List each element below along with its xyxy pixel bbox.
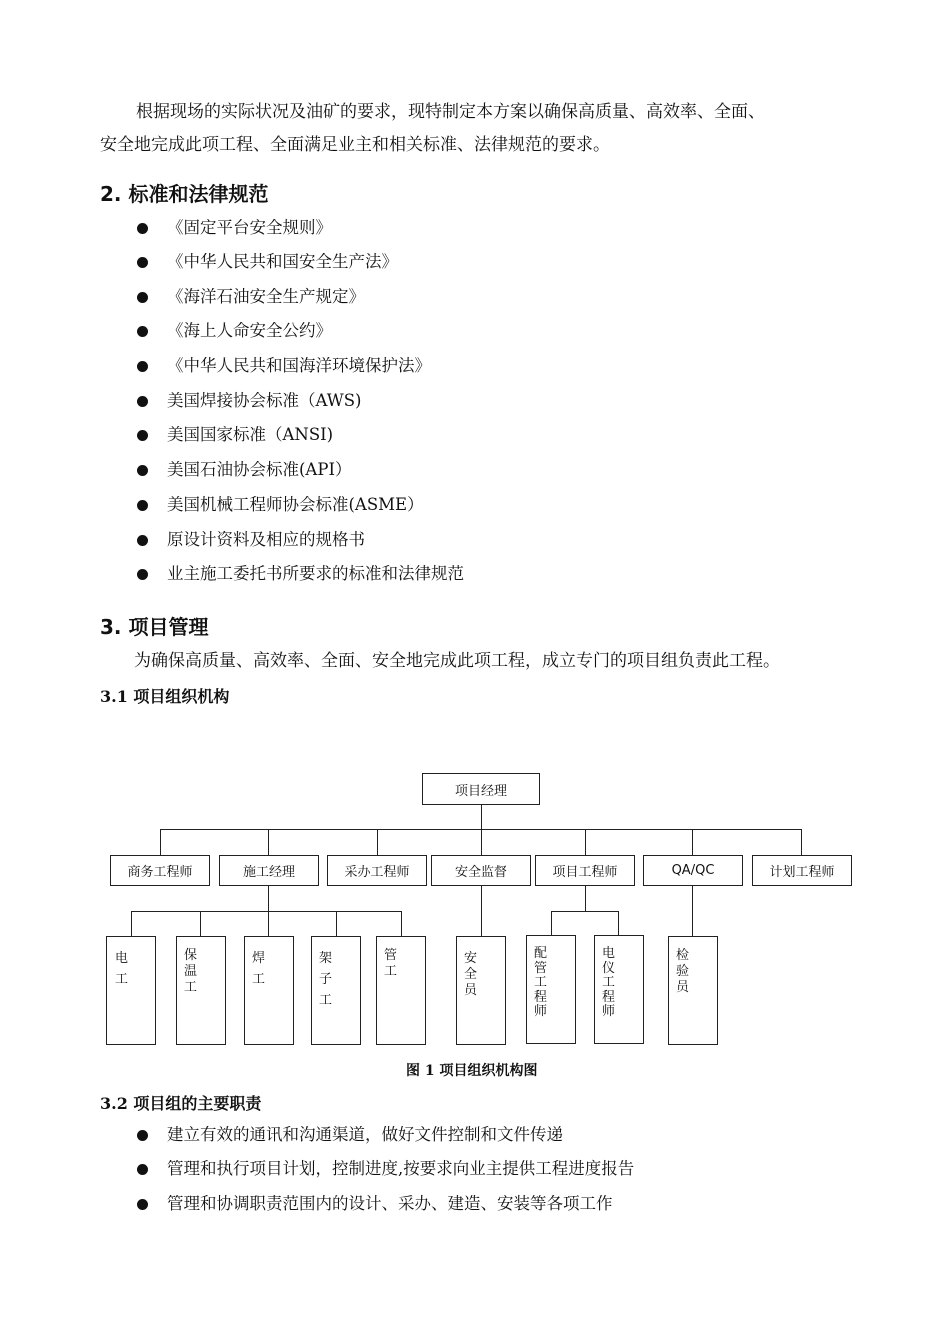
list-item-text: 美国机械工程师协会标准(ASME） (167, 495, 424, 514)
list-item-text: 管理和协调职责范围内的设计、采办、建造、安装等各项工作 (167, 1194, 613, 1213)
org-node-inspector (668, 936, 718, 1045)
connector-line (268, 886, 269, 912)
bullet-icon (137, 535, 148, 546)
subsection-3-2-heading: 3.2 项目组的主要职责 (100, 1094, 262, 1113)
list-item-text: 管理和执行项目计划，控制进度,按要求向业主提供工程进度报告 (167, 1159, 635, 1178)
org-node-business-engineer (110, 855, 210, 886)
org-node-insulation-worker (176, 936, 226, 1045)
list-item-text: 美国石油协会标准(API） (167, 460, 352, 479)
org-node-electrician (106, 936, 156, 1045)
bullet-icon (137, 326, 148, 337)
org-node-welder (244, 936, 294, 1045)
intro-line-1: 根据现场的实际状况及油矿的要求，现特制定本方案以确保高质量、高效率、全面、 (136, 102, 765, 122)
connector-line (268, 911, 269, 937)
org-node-construction-manager (219, 855, 319, 886)
org-node-label: 配管工程师 (534, 946, 548, 1019)
org-node-project-manager (422, 773, 540, 805)
org-node-procurement-engineer (327, 855, 427, 886)
connector-line (692, 829, 693, 855)
org-node-label: 采办工程师 (344, 865, 410, 880)
list-item-text: 建立有效的通讯和沟通渠道，做好文件控制和文件传递 (167, 1125, 563, 1144)
org-node-project-engineer (535, 855, 635, 886)
connector-line (481, 805, 482, 830)
org-node-planning-engineer (752, 855, 852, 886)
bullet-icon (137, 1164, 148, 1175)
list-item-text: 《中华人民共和国海洋环境保护法》 (167, 356, 431, 375)
org-node-label: 商务工程师 (127, 865, 193, 880)
bullet-icon (137, 257, 148, 268)
section-2-heading: 2. 标准和法律规范 (100, 182, 269, 206)
org-node-qa-qc (643, 855, 743, 886)
org-node-ei-engineer (594, 935, 644, 1044)
org-node-scaffolder (311, 936, 361, 1045)
org-node-label: 安全员 (464, 951, 478, 998)
bullet-icon (137, 292, 148, 303)
list-item-text: 原设计资料及相应的规格书 (167, 530, 365, 549)
connector-line (585, 829, 586, 855)
connector-line (551, 911, 552, 936)
list-item-text: 《固定平台安全规则》 (167, 218, 332, 237)
bullet-icon (137, 465, 148, 476)
connector-line (336, 911, 337, 937)
bullet-icon (137, 361, 148, 372)
org-node-label: 焊工 (252, 951, 266, 987)
list-item-text: 业主施工委托书所要求的标准和法律规范 (167, 564, 464, 583)
connector-line (200, 911, 201, 937)
bullet-icon (137, 1199, 148, 1210)
org-node-safety-supervisor (431, 855, 531, 886)
intro-line-2: 安全地完成此项工程、全面满足业主和相关标准、法律规范的要求。 (100, 135, 610, 155)
org-node-piping-engineer (526, 935, 576, 1044)
connector-line (481, 829, 482, 855)
org-node-label: 检验员 (676, 948, 690, 995)
bullet-icon (137, 569, 148, 580)
org-node-label: 项目经理 (454, 783, 507, 799)
connector-line (377, 829, 378, 855)
list-item-text: 美国焊接协会标准（AWS) (167, 391, 362, 410)
connector-line (585, 886, 586, 912)
connector-line (692, 886, 693, 937)
bullet-icon (137, 223, 148, 234)
list-item-text: 《海洋石油安全生产规定》 (167, 287, 365, 306)
connector-line (618, 911, 619, 936)
connector-line (131, 911, 402, 912)
bullet-icon (137, 1130, 148, 1141)
bullet-icon (137, 396, 148, 407)
org-node-label: 项目工程师 (552, 865, 618, 880)
org-node-label: 电仪工程师 (602, 946, 616, 1019)
org-node-pipefitter (376, 936, 426, 1045)
list-item-text: 《中华人民共和国安全生产法》 (167, 252, 398, 271)
connector-line (481, 886, 482, 937)
list-item-text: 美国国家标准（ANSI) (167, 425, 334, 444)
org-node-label: 架子工 (319, 951, 333, 1008)
org-node-label: 管工 (384, 948, 398, 979)
section-3-heading: 3. 项目管理 (100, 615, 209, 639)
org-node-label: QA/QC (671, 863, 715, 878)
bullet-icon (137, 430, 148, 441)
org-node-safety-officer (456, 936, 506, 1045)
org-node-label: 施工经理 (242, 865, 295, 880)
org-node-label: 计划工程师 (769, 865, 835, 880)
connector-line (268, 829, 269, 855)
connector-line (801, 829, 802, 855)
connector-line (160, 829, 161, 855)
connector-line (401, 911, 402, 937)
connector-line (551, 911, 619, 912)
subsection-3-1-heading: 3.1 项目组织机构 (100, 687, 230, 706)
figure-caption: 图 1 项目组织机构图 (406, 1063, 538, 1079)
section-3-paragraph: 为确保高质量、高效率、全面、安全地完成此项工程，成立专门的项目组负责此工程。 (134, 651, 780, 671)
org-node-label: 保温工 (184, 948, 198, 995)
bullet-icon (137, 500, 148, 511)
connector-line (131, 911, 132, 937)
list-item-text: 《海上人命安全公约》 (167, 321, 332, 340)
org-node-label: 安全监督 (454, 865, 507, 880)
org-node-label: 电工 (115, 951, 129, 987)
